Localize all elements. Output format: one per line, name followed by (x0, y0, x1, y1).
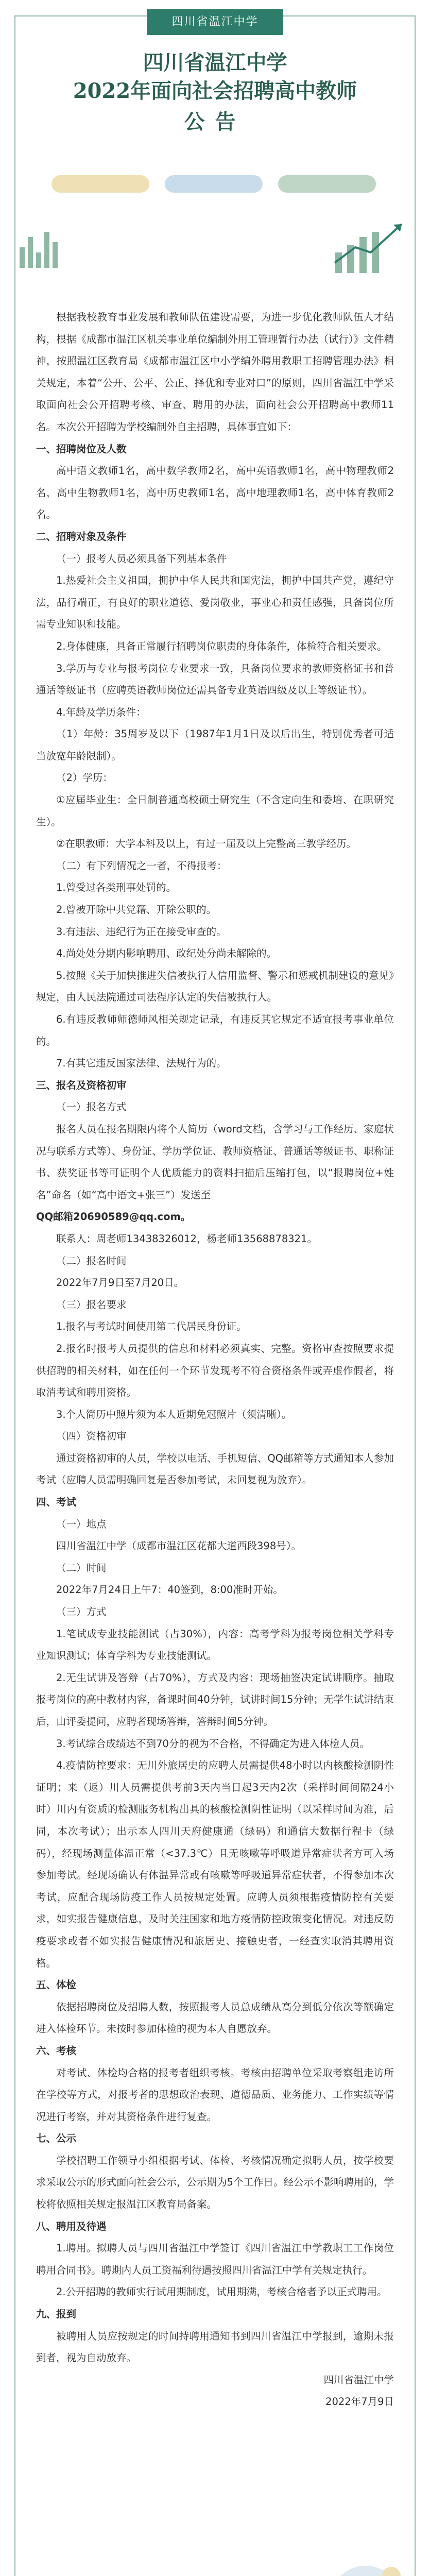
section-heading: 八、聘用及待遇 (36, 2220, 107, 2232)
paragraph: （三）报名要求 (56, 1298, 127, 1311)
paragraph: 4.尚处处分期内影响聘用、政纪处分尚未解除的。 (56, 947, 277, 960)
paragraph: 报名人员在报名期限内将个人简历（word文档，含学习与工作经历、家庭状况与联系方式等）、身份证、学历学位证、教师资格证、普通话等级证书、职称证书、获奖证书等可证明个人优质能力的资料扫描后压缩打包，以“报聘岗位+姓名”命名（如“高中语文+张三”）发送至 (36, 1123, 394, 1201)
paragraph: 2.无生试讲及答辩（占70%），方式及内容：现场抽签决定试讲顺序。抽取报考岗位的高中教材内容，备课时间40分钟，试讲时间15分钟；无学生试讲结束后，由评委提问，应聘者现场答辩，答辩时间5分钟。 (36, 1671, 394, 1727)
paragraph: 2022年7月9日至7月20日。 (56, 1277, 184, 1289)
paragraph: （2）学历： (56, 772, 113, 784)
paragraph: 联系人：周老师13438326012，杨老师13568878321。 (56, 1232, 317, 1245)
paragraph: 7.有其它违反国家法律、法规行为的。 (56, 1057, 227, 1070)
section-heading: 六、考核 (36, 2044, 77, 2057)
paragraph: （二）有下列情况之一者，不得报考： (56, 859, 227, 872)
title-line-3: 公告 (184, 110, 246, 134)
section-heading: 五、体检 (36, 1979, 77, 1991)
paragraph: 1.热爱社会主义祖国，拥护中华人民共和国宪法，拥护中国共产党，遵纪守法，品行端正，有良好的职业道德、爱岗敬业，事业心和责任感强，具备岗位所需专业知识和技能。 (36, 574, 394, 631)
paragraph: 3.学历与专业与报考岗位专业要求一致，具备岗位要求的教师资格证书和普通话等级证书（应聘英语教师岗位还需具备专业英语四级及以上等级证书）。 (36, 662, 394, 697)
paragraph: QQ邮箱20690589@qq.com。 (36, 1211, 191, 1223)
paragraph: （四）资格初审 (56, 1430, 127, 1443)
paragraph: ①应届毕业生：全日制普通高校硕士研究生（不含定向生和委培、在职研究生）。 (36, 794, 394, 828)
paragraph: 4.疫情防控要求：无川外旅居史的应聘人员需提供48小时以内核酸检测阴性证明；来（返）川人员需提供考前3天内当日起3天内2次（采样时间间隔24小时）川内有资质的检测服务机构出具的核酸检测阴性证明（以采样时间为准，后同，本次考试）；出示本人四川天府健康通（绿码）和通信大数据行程卡（绿码），经现场测量体温正常（<37.3℃）且无咳嗽等呼吸道异常症状者方可入场参加考试。经现场确认有体温异常或有咳嗽等呼吸道异常症状者，不得参加本次考试，应配合现场防疫工作人员按规定处置。应聘人员须根据疫情防控有关要求，如实报告健康信息，及时关注国家和地方疫情防控政策变化情况。对违反防疫要求或者不如实报告健康情况和旅居史、接触史者，一经查实取消其聘用资格。 (36, 1759, 394, 1969)
section-heading: 七、公示 (36, 2132, 77, 2145)
paragraph: 被聘用人员应按规定的时间持聘用通知书到四川省温江中学报到，逾期未报到者，视为自动放弃。 (36, 2330, 394, 2364)
paragraph: 2.报名时报考人员提供的信息和材料必须真实、完整。资格审查按照要求提供招聘的相关材料，如在任何一个环节发现考不符合资格条件或弄虚作假者，将取消考试和聘用资格。 (36, 1342, 394, 1399)
announcement-body (36, 307, 394, 2413)
paragraph: 1.笔试成专业技能测试（占30%），内容：高考学科为报考岗位相关学科专业知识测试；体育学科为专业技能测试。 (36, 1628, 394, 1662)
decor-pill-yellow (51, 175, 149, 193)
paragraph: 6.有违反教师师德师风相关规定记录，有违反其它规定不适宜报考事业单位的。 (36, 1013, 394, 1047)
paragraph: （三）方式 (56, 1606, 107, 1618)
section-heading: 二、招聘对象及条件 (36, 530, 127, 543)
paragraph: 2.身体健康，具备正常履行招聘岗位职责的身体条件，体检符合相关要求。 (56, 640, 387, 652)
paragraph: 5.按照《关于加快推进失信被执行人信用监督、警示和惩戒机制建设的意见》规定，由人民法院通过司法程序认定的失信被执行人。 (36, 969, 394, 1004)
paragraph: 1.报名与考试时间使用第二代居民身份证。 (56, 1320, 247, 1333)
decor-pill-green (278, 175, 376, 193)
paragraph: （1）年龄：35周岁及以下（1987年1月1日及以后出生，特别优秀者可适当放宽年龄限制）。 (36, 728, 394, 762)
paragraph: 3.个人简历中照片须为本人近期免冠照片（须清晰）。 (56, 1408, 292, 1420)
section-heading: 三、报名及资格初审 (36, 1079, 127, 1091)
paragraph: 3.有违法、违纪行为正在接受审查的。 (56, 925, 227, 938)
paragraph: 1.曾受过各类刑事处罚的。 (56, 882, 177, 894)
title-line-2: 2022年面向社会招聘高中教师 (73, 79, 357, 103)
decor-search-icon (288, 2555, 412, 2576)
paragraph: （二）时间 (56, 1562, 107, 1574)
section-heading: 一、招聘岗位及人数 (36, 443, 127, 455)
decor-pill-blue (165, 175, 263, 193)
paragraph: 2.公开招聘的教师实行试用期制度，试用期满，考核合格者予以正式聘用。 (56, 2286, 387, 2298)
paragraph: 4.年龄及学历条件： (56, 706, 146, 718)
paragraph: ②在职教师：大学本科及以上，有过一届及以上完整高三教学经历。 (56, 838, 356, 850)
title-line-1: 四川省温江中学 (143, 50, 287, 75)
paragraph: 依据招聘岗位及招聘人数，按照报考人员总成绩从高分到低分依次等额确定进入体检环节。未按时参加体检的视为本人自愿放弃。 (36, 2001, 394, 2035)
section-heading: 九、报到 (36, 2308, 77, 2320)
section-heading: 四、考试 (36, 1496, 77, 1509)
paragraph: 1.聘用。拟聘人员与四川省温江中学签订《四川省温江中学教职工工作岗位聘用合同书》。聘期内人员工资福利待遇按照四川省温江中学有关规定执行。 (36, 2242, 394, 2276)
paragraph: 根据我校教育事业发展和教师队伍建设需要，为进一步优化教师队伍人才结构，根据《成都市温江区机关事业单位编制外用工管理暂行办法（试行）》文件精神，按照温江区教育局《成都市温江区中小学编外聘用教职工招聘管理办法》相关规定，本着“公开、公平、公正、择优和专业对口”的原则，四川省温江中学采取面向社会公开招聘考核、审查、聘用的办法，面向社会公开招聘高中教师11名。本次公开招聘为学校编制外自主招聘，具体事宜如下： (36, 311, 394, 433)
paragraph: 2.曾被开除中共党籍、开除公职的。 (56, 904, 217, 916)
paragraph: （一）报名方式 (56, 1101, 127, 1113)
decor-trend-icon (330, 216, 417, 278)
paragraph: 四川省温江中学（成都市温江区花都大道西段398号）。 (56, 1540, 301, 1552)
paragraph: 2022年7月9日 (325, 2396, 394, 2408)
paragraph: （一）报考人员必须具备下列基本条件 (56, 552, 227, 565)
paragraph: 2022年7月24日上午7：40签到，8:00准时开始。 (56, 1584, 283, 1596)
paragraph: 通过资格初审的人员，学校以电话、手机短信、QQ邮箱等方式通知本人参加考试（应聘人员需明确回复是否参加考试，未回复视为放弃）。 (36, 1452, 394, 1486)
paragraph: 学校招聘工作领导小组根据考试、体检、考核情况确定拟聘人员，按学校要求采取公示的形式面向社会公示，公示期为5个工作日。经公示不影响聘用的，学校将依照相关规定报温江区教育局备案。 (36, 2154, 394, 2211)
header-tag: 四川省温江中学 (147, 9, 283, 35)
paragraph: 高中语文教师1名，高中数学教师2名，高中英语教师1名，高中物理教师2名，高中生物教师1名，高中历史教师1名，高中地理教师1名，高中体育教师2名。 (36, 465, 394, 521)
paragraph: （二）报名时间 (56, 1255, 127, 1267)
paragraph: （一）地点 (56, 1518, 107, 1530)
paragraph: 对考试、体检均合格的报考者组织考核。考核由招聘单位采取考察组走访所在学校等方式，对报考者的思想政治表现、道德品质、业务能力、工作实绩等情况进行考察，并对其资格条件进行复查。 (36, 2066, 394, 2123)
paragraph: 四川省温江中学 (323, 2374, 394, 2386)
paragraph: 3.考试综合成绩达不到70分的视为不合格，不得确定为进入体检人员。 (56, 1737, 370, 1750)
